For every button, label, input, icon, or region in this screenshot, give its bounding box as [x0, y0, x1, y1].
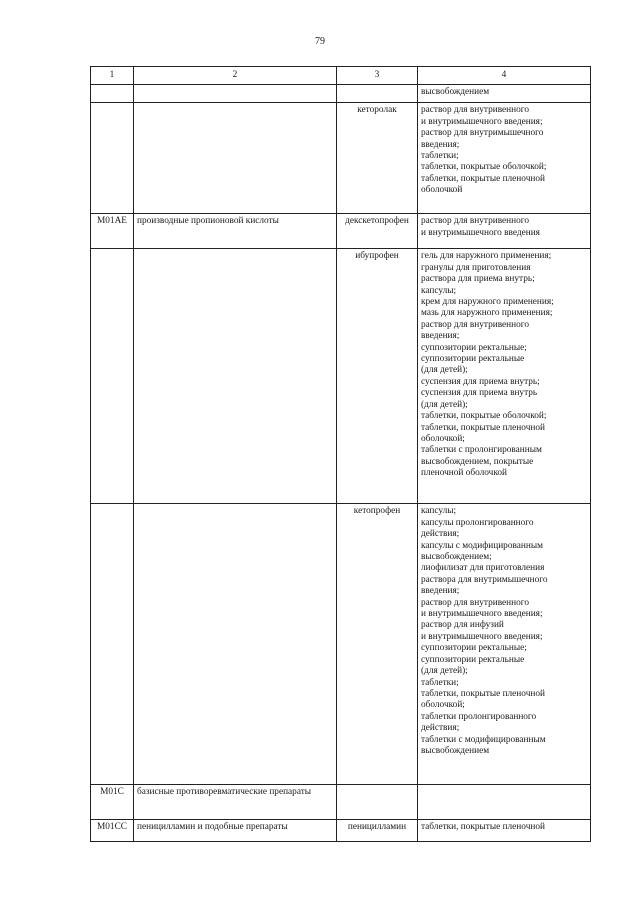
drug-name-cell: кеторолак [337, 103, 418, 214]
medication-table [90, 66, 591, 842]
dosage-forms-cell: высвобождением [418, 85, 591, 103]
atc-code-cell [91, 85, 134, 103]
dosage-forms-cell: раствор для внутривенного и внутримышечного введения [418, 214, 591, 249]
table-row [91, 249, 591, 504]
table-row [91, 103, 591, 214]
group-name-cell [134, 85, 337, 103]
column-header-4: 4 [418, 67, 591, 85]
dosage-forms-cell: раствор для внутривенного и внутримышечного введения; раствор для внутримышечного введения; таблетки; таблетки, покрытые оболочкой; таблетки, покрытые пленочной оболочкой [418, 103, 591, 214]
table-row [91, 820, 591, 842]
table-header-row [91, 67, 591, 85]
group-name-cell [134, 249, 337, 504]
atc-code-cell [91, 504, 134, 785]
column-header-2: 2 [134, 67, 337, 85]
dosage-forms-cell: таблетки, покрытые пленочной [418, 820, 591, 842]
table-row [91, 214, 591, 249]
page-number: 79 [315, 36, 325, 47]
group-name-cell [134, 504, 337, 785]
drug-name-cell: пеницилламин [337, 820, 418, 842]
atc-code-cell: M01C [91, 785, 134, 820]
drug-name-cell: кетопрофен [337, 504, 418, 785]
atc-code-cell [91, 249, 134, 504]
group-name-cell: пеницилламин и подобные препараты [134, 820, 337, 842]
table-row [91, 785, 591, 820]
drug-name-cell: декскетопрофен [337, 214, 418, 249]
table-row [91, 85, 591, 103]
group-name-cell [134, 103, 337, 214]
group-name-cell: производные пропионовой кислоты [134, 214, 337, 249]
column-header-3: 3 [337, 67, 418, 85]
atc-code-cell [91, 103, 134, 214]
atc-code-cell: M01AE [91, 214, 134, 249]
drug-name-cell [337, 85, 418, 103]
dosage-forms-cell [418, 785, 591, 820]
dosage-forms-cell: капсулы; капсулы пролонгированного действия; капсулы с модифицированным высвобождением; лиофилизат для приготовления раствора для внутримышечного введения; раствор для внутривенного и внутримышечного введения; раствор для инфузий и внутримышечного введения; суппозитории ректальные; суппозитории ректальные (для детей); таблетки; таблетки, покрытые пленочной оболочкой; таблетки пролонгированного действия; таблетки с модифицированным высвобождением [418, 504, 591, 785]
atc-code-cell: M01CC [91, 820, 134, 842]
drug-name-cell: ибупрофен [337, 249, 418, 504]
drug-name-cell [337, 785, 418, 820]
table-row [91, 504, 591, 785]
group-name-cell: базисные противоревматические препараты [134, 785, 337, 820]
dosage-forms-cell: гель для наружного применения; гранулы для приготовления раствора для приема внутрь; капсулы; крем для наружного применения; мазь для наружного применения; раствор для внутривенного введения; суппозитории ректальные; суппозитории ректальные (для детей); суспензия для приема внутрь; суспензия для приема внутрь (для детей); таблетки, покрытые оболочкой; таблетки, покрытые пленочной оболочкой; таблетки с пролонгированным высвобождением, покрытые пленочной оболочкой [418, 249, 591, 504]
column-header-1: 1 [91, 67, 134, 85]
